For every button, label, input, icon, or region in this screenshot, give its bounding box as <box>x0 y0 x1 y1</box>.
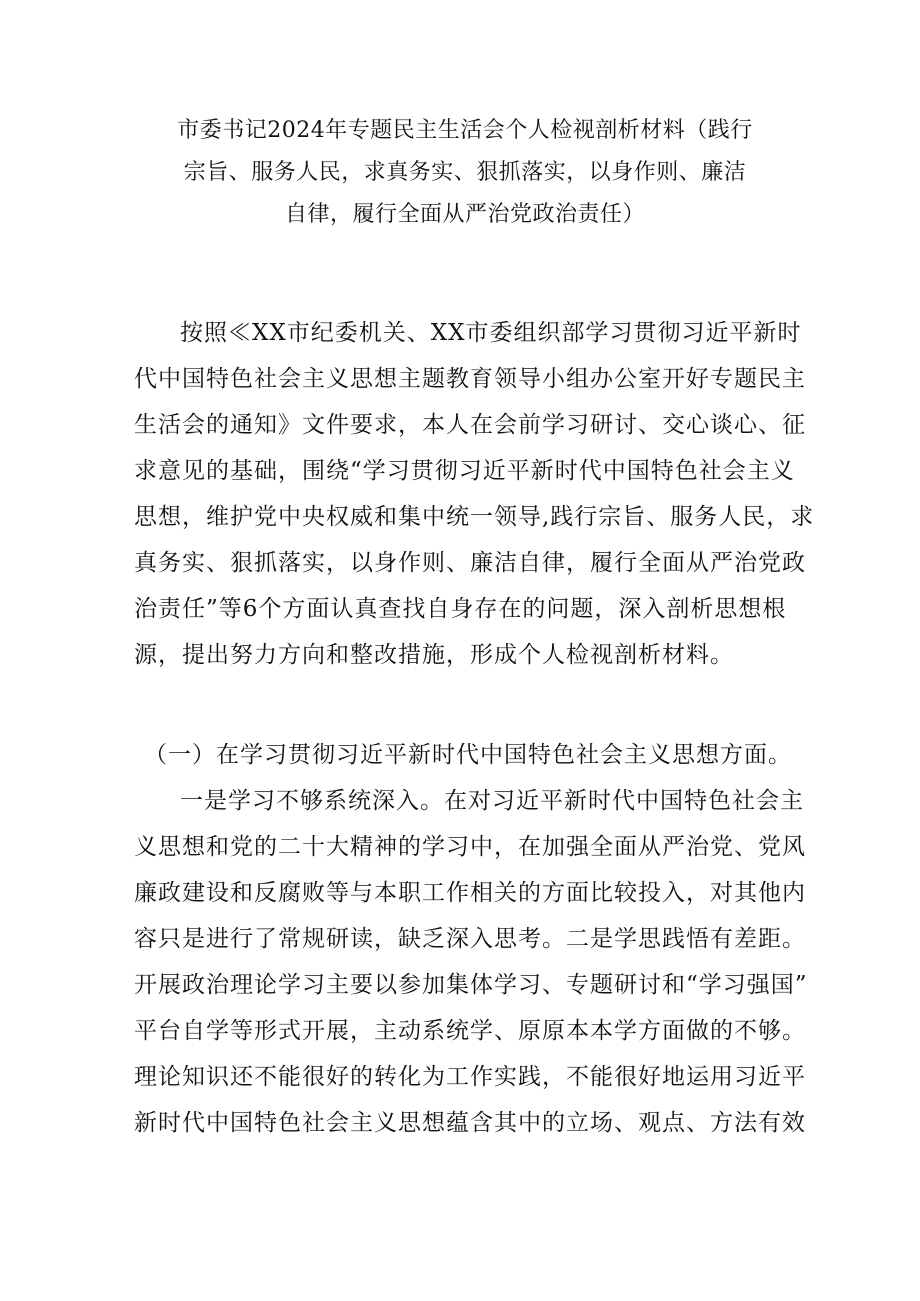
text-line: 按照≪XX市纪委机关、XX市委组织部学习贯彻习近平新时 <box>180 320 802 346</box>
text-line: 开展政治理论学习主要以参加集体学习、专题研讨和“学习强国” <box>134 972 808 998</box>
text-line: 廉政建设和反腐败等与本职工作相关的方面比较投入，对其他内 <box>134 880 806 906</box>
text-line: 代中国特色社会主义思想主题教育领导小组办公室开好专题民主 <box>134 366 806 392</box>
section-one <box>134 732 808 1146</box>
section-heading: （一）在学习贯彻习近平新时代中国特色社会主义思想方面。 <box>144 742 792 768</box>
text-line: 治责任”等6个方面认真查找自身存在的问题，深入剖析思想根 <box>134 596 787 622</box>
text-line: 平台自学等形式开展，主动系统学、原原本本学方面做的不够。 <box>134 1018 806 1044</box>
text-line: 新时代中国特色社会主义思想蕴含其中的立场、观点、方法有效 <box>134 1110 806 1136</box>
text-line: 容只是进行了常规研读，缺乏深入思考。二是学思践悟有差距。 <box>134 926 806 952</box>
title-line: 宗旨、服务人民，求真务实、狠抓落实，以身作则、廉洁 <box>183 160 747 185</box>
text-line: 思想，维护党中央权威和集中统一领导,践行宗旨、服务人民，求 <box>134 504 815 530</box>
text-line: 生活会的通知》文件要求，本人在会前学习研讨、交心谈心、征 <box>134 412 806 438</box>
text-line: 一是学习不够系统深入。在对习近平新时代中国特色社会主 <box>180 788 804 814</box>
document-title <box>150 110 780 236</box>
text-line: 义思想和党的二十大精神的学习中，在加强全面从严治党、党风 <box>134 834 806 860</box>
text-line: 理论知识还不能很好的转化为工作实践，不能很好地运用习近平 <box>134 1064 806 1090</box>
text-line: 源，提出努力方向和整改措施，形成个人检视剖析材料。 <box>134 642 734 668</box>
title-line: 自律，履行全面从严治党政治责任） <box>284 202 645 227</box>
text-line: 求意见的基础，围绕“学习贯彻习近平新时代中国特色社会主义 <box>134 458 795 484</box>
title-line: 市委书记2024年专题民主生活会个人检视剖析材料（践行 <box>177 118 753 143</box>
text-line: 真务实、狠抓落实，以身作则、廉洁自律，履行全面从严治党政 <box>134 550 806 576</box>
intro-paragraph <box>134 310 815 678</box>
